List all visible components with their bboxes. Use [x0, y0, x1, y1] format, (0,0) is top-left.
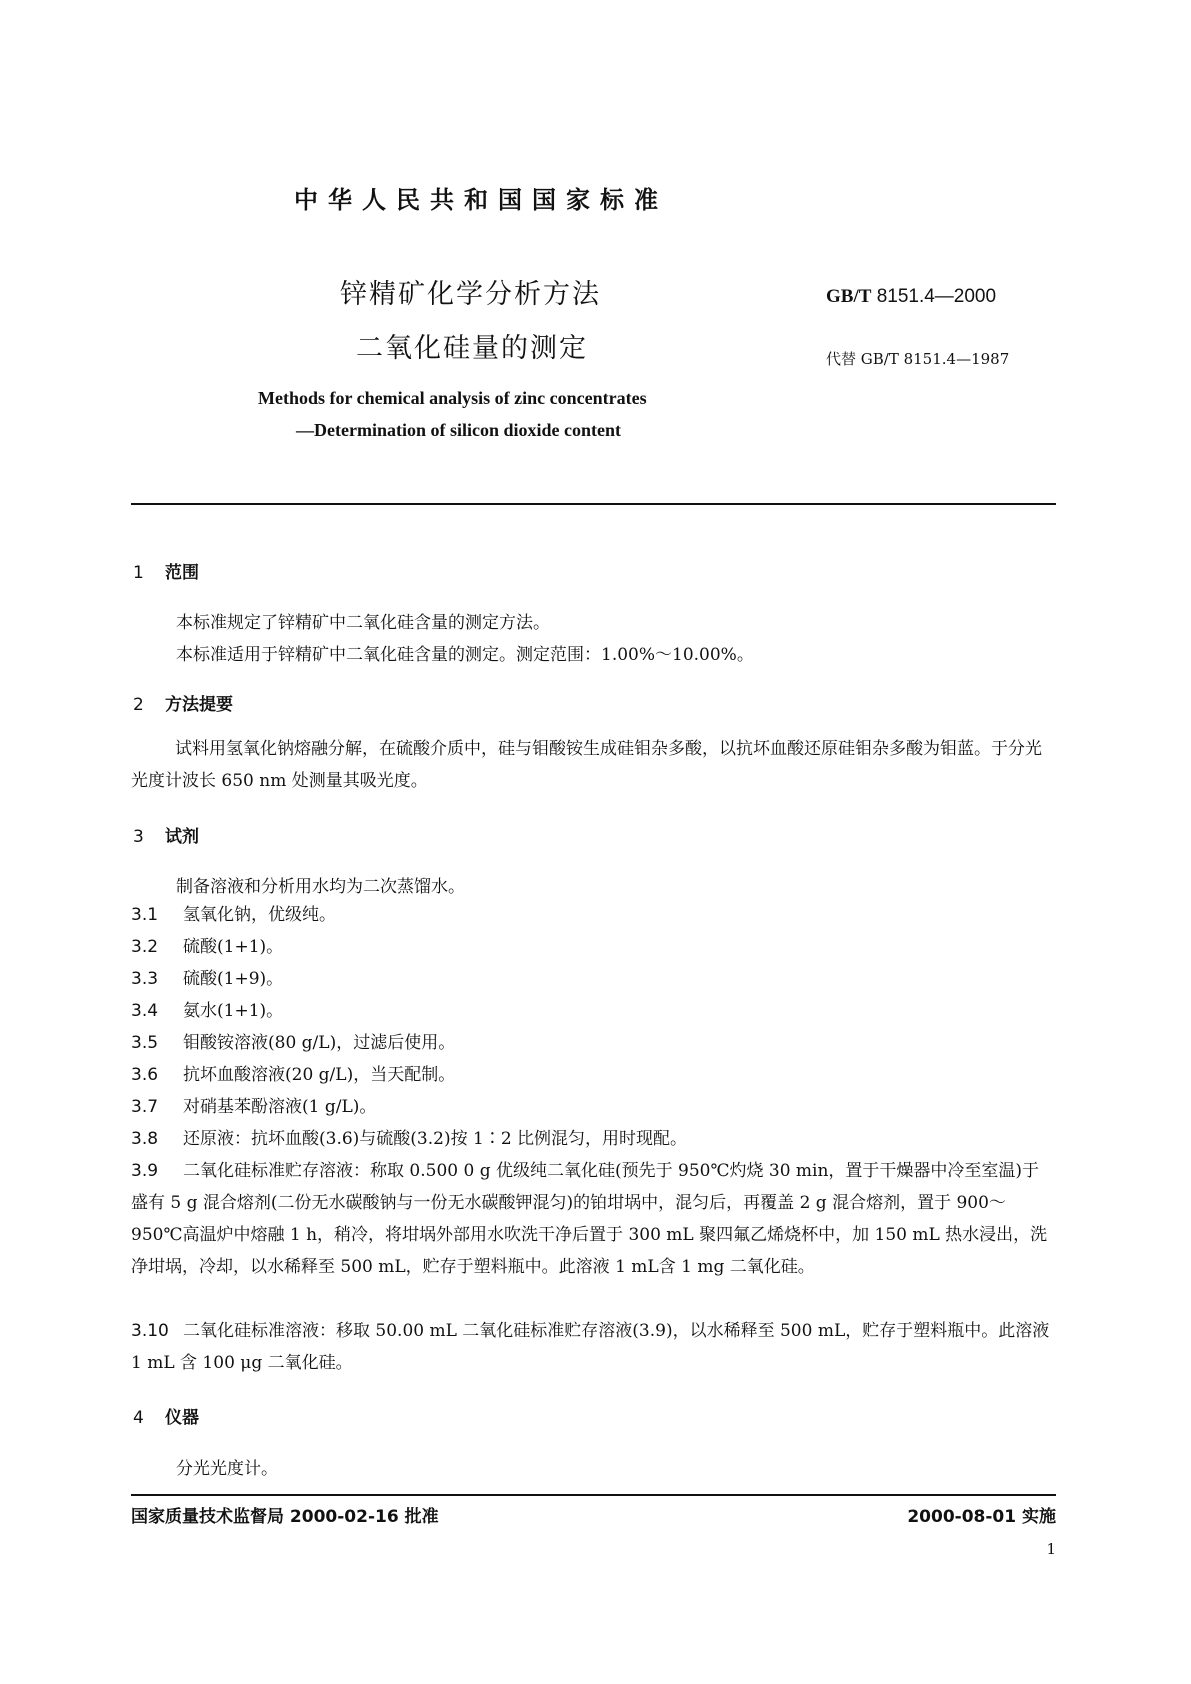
reagent-text: 氢氧化钠，优级纯。	[183, 905, 336, 925]
reagent-number: 3.2	[131, 937, 159, 957]
english-title-line2: —Determination of silicon dioxide content	[296, 420, 621, 440]
reagent-text: 还原液：抗坏血酸(3.6)与硫酸(3.2)按 1∶2 比例混匀，用时现配。	[183, 1129, 688, 1149]
reagent-number: 3.5	[131, 1033, 159, 1053]
section-1-paragraph-1: 本标准规定了锌精矿中二氧化硅含量的测定方法。	[176, 613, 550, 633]
reagent-item	[131, 1027, 1056, 1059]
reagent-item	[131, 995, 1056, 1027]
reagent-item	[131, 899, 1056, 931]
section-1-number: 1	[133, 563, 144, 583]
reagent-number: 3.6	[131, 1065, 159, 1085]
reagent-text: 钼酸铵溶液(80 g/L)，过滤后使用。	[183, 1033, 456, 1053]
section-2-heading	[133, 690, 233, 715]
reagent-item	[131, 931, 1056, 963]
section-2-number: 2	[133, 695, 144, 715]
chinese-title-line1: 锌精矿化学分析方法	[340, 279, 601, 310]
reagent-number: 3.9	[131, 1161, 159, 1181]
reagent-text: 氨水(1+1)。	[183, 1001, 284, 1021]
reagent-item	[131, 1315, 1056, 1379]
approval-date: 国家质量技术监督局 2000-02-16 批准	[131, 1507, 439, 1527]
reagent-number: 3.4	[131, 1001, 159, 1021]
reagent-number: 3.7	[131, 1097, 159, 1117]
standard-prefix: GB/T	[826, 286, 872, 307]
reagent-number: 3.10	[131, 1321, 169, 1341]
reagent-number: 3.3	[131, 969, 159, 989]
reagent-item	[131, 963, 1056, 995]
header-divider	[131, 503, 1056, 505]
section-1-heading	[133, 558, 199, 583]
english-title-line1: Methods for chemical analysis of zinc concentrates	[258, 388, 647, 408]
section-4-number: 4	[133, 1408, 144, 1428]
section-4-heading	[133, 1403, 199, 1428]
reagent-item	[131, 1123, 1056, 1155]
reagent-text: 硫酸(1+9)。	[183, 969, 284, 989]
page-number: 1	[1046, 1540, 1056, 1558]
reagent-text: 硫酸(1+1)。	[183, 937, 284, 957]
section-4-title: 仪器	[165, 1408, 199, 1428]
reagent-text: 二氧化硅标准贮存溶液：称取 0.500 0 g 优级纯二氧化硅(预先于 950℃灼烧 30 min，置于干燥器中冷至室温)于盛有 5 g 混合熔剂(二份无水碳酸钠与一份无水碳酸钾混匀)的铂坩埚中，混匀后，再覆盖 2 g 混合熔剂，置于 900～950℃高温炉中熔融 1 h，稍冷，将坩埚外部用水吹洗干净后置于 300 mL 聚四氟乙烯烧杯中，加 150 mL 热水浸出，洗净坩埚，冷却，以水稀释至 500 mL，贮存于塑料瓶中。此溶液 1 mL含 1 mg 二氧化硅。	[131, 1161, 1048, 1277]
section-3-intro: 制备溶液和分析用水均为二次蒸馏水。	[176, 877, 465, 897]
standard-number-value: 8151.4—2000	[876, 286, 997, 307]
section-2-paragraph: 试料用氢氧化钠熔融分解，在硫酸介质中，硅与钼酸铵生成硅钼杂多酸，以抗坏血酸还原硅钼杂多酸为钼蓝。于分光光度计波长 650 nm 处测量其吸光度。	[131, 739, 1042, 791]
chinese-title-line2: 二氧化硅量的测定	[356, 333, 588, 364]
reagent-text: 对硝基苯酚溶液(1 g/L)。	[183, 1097, 377, 1117]
footer-divider	[131, 1494, 1056, 1496]
section-3-number: 3	[133, 827, 144, 847]
section-3-heading	[133, 822, 199, 847]
implementation-date: 2000-08-01 实施	[907, 1507, 1056, 1527]
reagent-number: 3.1	[131, 905, 159, 925]
issuing-authority-heading: 中华人民共和国国家标准	[294, 186, 668, 214]
reagent-item	[131, 1155, 1056, 1283]
standard-number	[826, 286, 996, 308]
replaces-standard: 代替 GB/T 8151.4—1987	[826, 350, 1010, 368]
section-2-title: 方法提要	[165, 695, 233, 715]
section-1-paragraph-2: 本标准适用于锌精矿中二氧化硅含量的测定。测定范围：1.00%～10.00%。	[176, 645, 754, 665]
reagent-number: 3.8	[131, 1129, 159, 1149]
section-1-title: 范围	[165, 563, 199, 583]
reagent-item	[131, 1091, 1056, 1123]
reagent-text: 抗坏血酸溶液(20 g/L)，当天配制。	[183, 1065, 456, 1085]
reagent-item	[131, 1059, 1056, 1091]
section-3-title: 试剂	[165, 827, 199, 847]
reagent-text: 二氧化硅标准溶液：移取 50.00 mL 二氧化硅标准贮存溶液(3.9)，以水稀释至 500 mL，贮存于塑料瓶中。此溶液 1 mL 含 100 μg 二氧化硅。	[131, 1321, 1050, 1373]
section-4-paragraph: 分光光度计。	[176, 1459, 278, 1479]
